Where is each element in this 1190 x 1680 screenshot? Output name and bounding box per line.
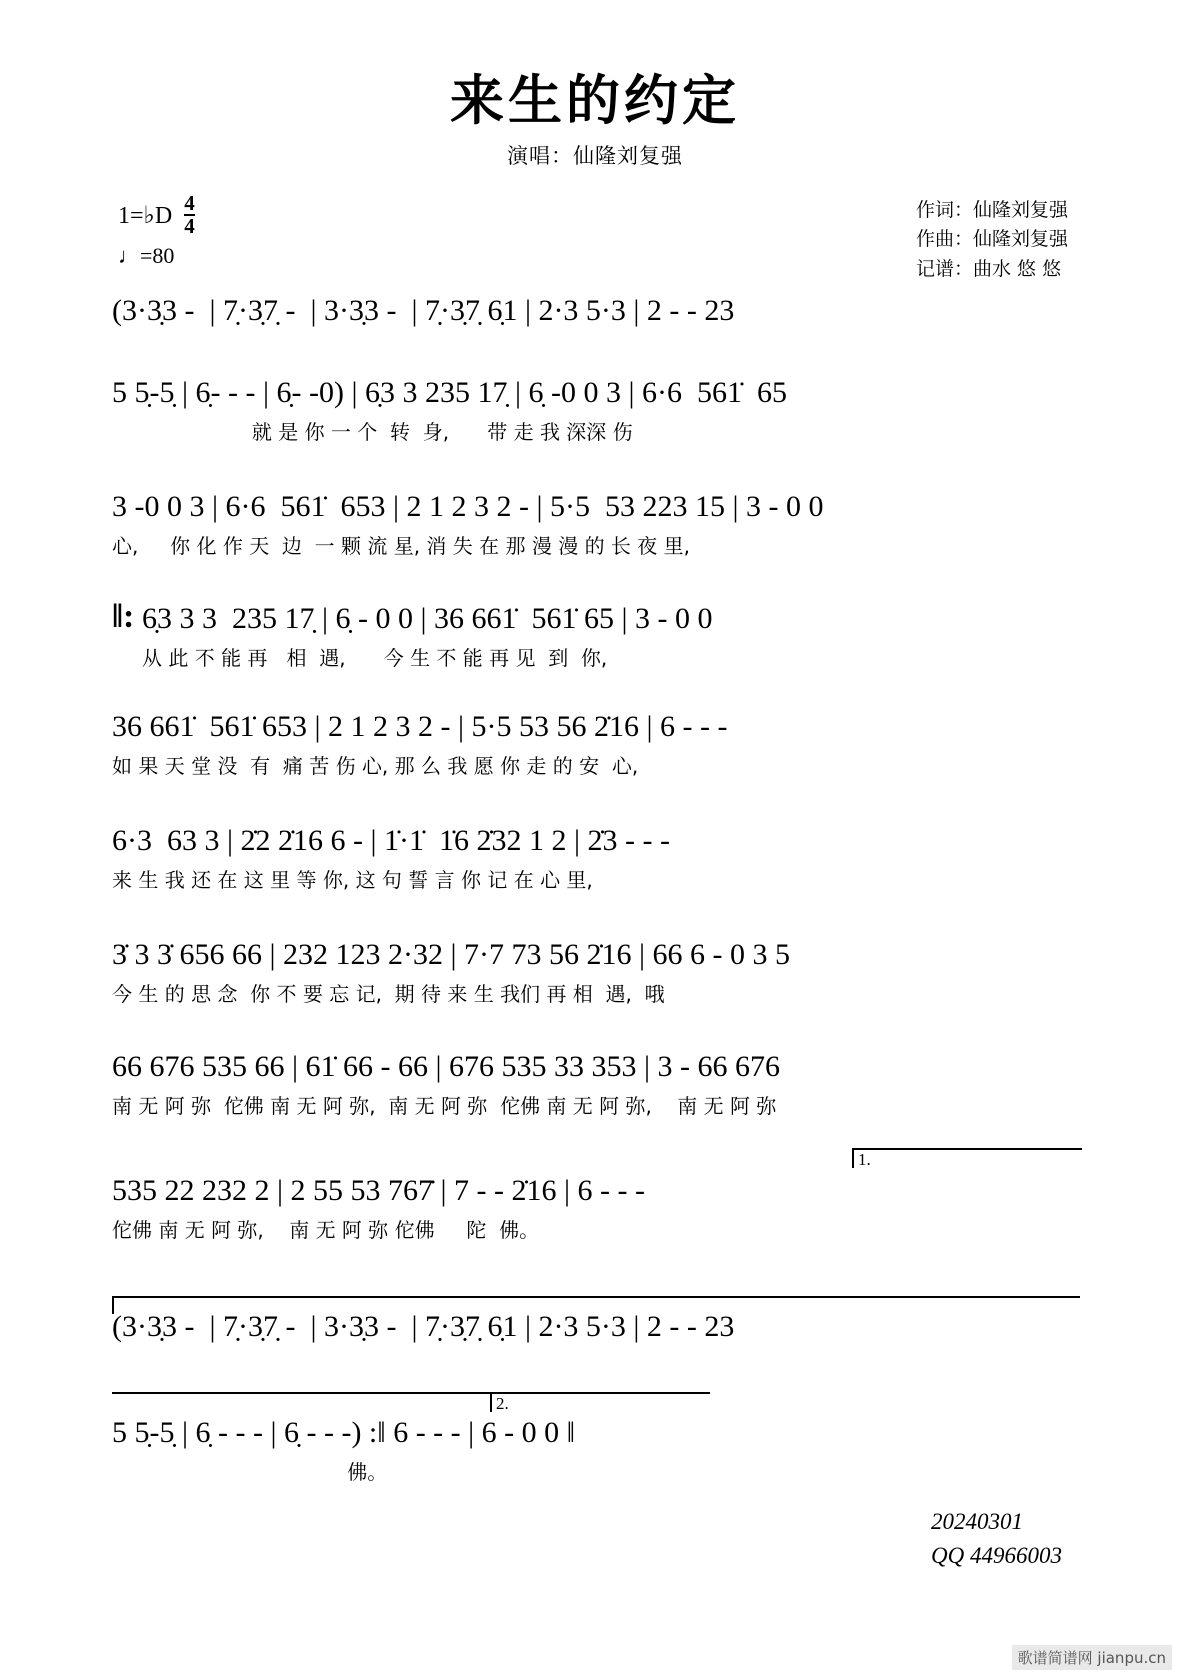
lyric-line: 来 生 我 还 在 这 里 等 你, 这 句 誓 言 你 记 在 心 里,: [112, 868, 593, 892]
footer-meta: [931, 1505, 1062, 1572]
note-line: 6̣3 3 3 235 17̣ | 6̣ - 0 0 | 36 661̇ 561̇ 65 | 3 - 0 0: [142, 602, 713, 635]
ending-label-1: 1.: [858, 1150, 871, 1169]
lyric-line: 就 是 你 一 个 转 身, 带 走 我 深深 伤: [112, 420, 633, 444]
lyric-line: 南 无 阿 弥 佗佛 南 无 阿 弥, 南 无 阿 弥 佗佛 南 无 阿 弥, 南 无 阿 弥: [112, 1094, 777, 1118]
note-line: 535 22 232 2 | 2 55 53 767̇ | 7 - - 2̇16 | 6 - - -: [112, 1174, 645, 1207]
music-system: [112, 1418, 1080, 1482]
ending-label-2: 2.: [496, 1394, 509, 1413]
note-line: (3·3̣3 - | 7̣·3̣7̣ - | 3·3̣3 - | 7̣·3̣7̣ 6̣1 | 2·3 5·3 | 2 - - 23: [112, 294, 735, 327]
volta-continuation-line: [112, 1296, 1080, 1298]
page-title: 来生的约定: [450, 69, 740, 132]
note-line: 3̇ 3 3̇ 656 66 | 232 123 2·32 | 7·7 73 56 2̇16 | 66 6 - 0 3 5: [112, 938, 790, 971]
music-system: [112, 1312, 1080, 1342]
repeat-start-barline: ‖:: [112, 598, 135, 635]
music-system: [112, 826, 1080, 890]
volta-bracket-2: [490, 1392, 710, 1412]
lyric-line: 今 生 的 思 念 你 不 要 忘 记, 期 待 来 生 我们 再 相 遇, 哦: [112, 982, 665, 1006]
music-system: [112, 940, 1080, 1004]
note-line: 3 -0 0 3 | 6·6 561̇ 653 | 2 1 2 3 2 - | 5·5 53 223 15 | 3 - 0 0: [112, 490, 824, 523]
lyric-line: 从 此 不 能 再 相 遇, 今 生 不 能 再 见 到 你,: [142, 646, 608, 670]
credit-lyricist: 作词：仙隆刘复强: [915, 199, 1068, 221]
music-system: [112, 712, 1080, 776]
time-signature: [184, 190, 195, 238]
time-signature-numerator: 4: [184, 190, 195, 215]
key-signature: 1=♭D: [118, 202, 173, 229]
note-line: 6·3 63 3 | 2̇2 2̇16 6 - | 1̇·1̇ 1̇6 2̇32 1 2 | 2̇3 - - -: [112, 824, 670, 857]
credit-transcriber: 记谱：曲水 悠 悠: [915, 257, 1062, 280]
lyric-line: 佛。: [112, 1460, 388, 1484]
music-system: [142, 604, 1080, 668]
credit-composer: 作曲：仙隆刘复强: [915, 228, 1068, 251]
contact-text: QQ 44966003: [931, 1542, 1062, 1568]
key-and-meter: [118, 190, 195, 238]
music-system: [112, 296, 1080, 326]
note-line: 5 5̣-5̣ | 6̣- - - | 6̣- -0) | 6̣3 3 235 17̣ | 6̣ -0 0 3 | 6·6 561̇ 65: [112, 376, 787, 409]
date-text: 20240301: [931, 1509, 1024, 1535]
time-signature-denominator: 4: [184, 213, 195, 238]
note-line: (3·3̣3 - | 7̣·3̣7̣ - | 3·3̣3 - | 7̣·3̣7̣ 6̣1 | 2·3 5·3 | 2 - - 23: [112, 1310, 735, 1343]
lyric-line: 佗佛 南 无 阿 弥, 南 无 阿 弥 佗佛 陀 佛。: [112, 1218, 540, 1242]
site-watermark: 歌谱简谱网 jianpu.cn: [1012, 1645, 1172, 1670]
note-line: 66 676 535 66 | 61̇ 66 - 66 | 676 535 33 353 | 3 - 66 676: [112, 1050, 780, 1083]
lyric-line: 如 果 天 堂 没 有 痛 苦 伤 心, 那 么 我 愿 你 走 的 安 心,: [112, 754, 639, 778]
music-system: [112, 1052, 1080, 1116]
music-system: [112, 378, 1080, 442]
note-line: 36 661̇ 561̇ 653 | 2 1 2 3 2 - | 5·5 53 56 2̇16 | 6 - - -: [112, 710, 728, 743]
lyric-line: 心, 你 化 作 天 边 一 颗 流 星, 消 失 在 那 漫 漫 的 长 夜 里,: [112, 534, 691, 558]
credits-block: [916, 196, 1068, 284]
music-system: [112, 492, 1080, 556]
music-system: [112, 1176, 1080, 1240]
volta-bracket-1: [852, 1148, 1082, 1168]
note-line: 5 5̣-5̣ | 6̣ - - - | 6̣ - - -) :‖ 6 - - - | 6 - 0 0 ‖: [112, 1416, 576, 1449]
tempo-marking: ♩=80: [118, 243, 175, 268]
volta-continuation-line-2: [112, 1392, 490, 1394]
performer-line: 演唱：仙隆刘复强: [507, 144, 683, 168]
